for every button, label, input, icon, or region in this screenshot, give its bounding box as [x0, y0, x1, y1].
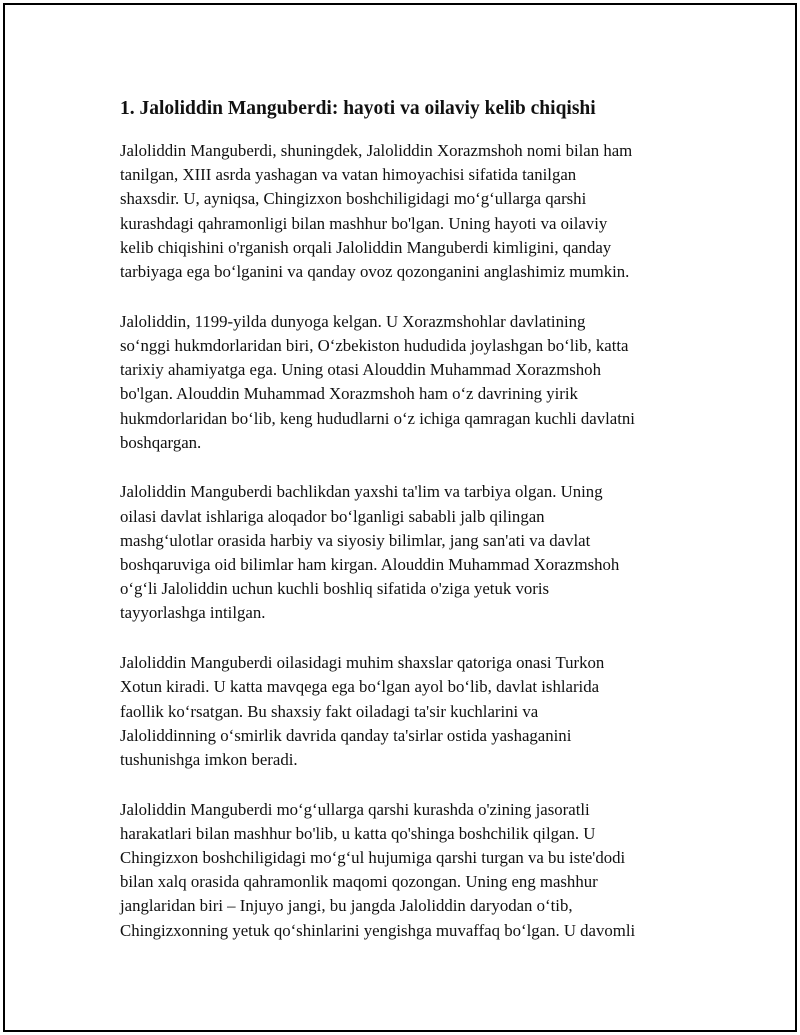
text-line: tushunishga imkon beradi.: [120, 749, 298, 769]
text-line: bilan xalq orasida qahramonlik maqomi qozongan. Uning eng mashhur: [120, 872, 598, 892]
text-line: harakatlari bilan mashhur bo'lib, u katta qo'shinga boshchilik qilgan. U: [120, 823, 596, 843]
text-line: Chingizxonning yetuk qo‘shinlarini yengishga muvaffaq bo‘lgan. U davomli: [120, 920, 636, 940]
text-line: Jaloliddin Manguberdi oilasidagi muhim shaxslar qatoriga onasi Turkon: [120, 653, 605, 673]
paragraph-4: [120, 651, 700, 772]
text-line: Jaloliddin Manguberdi, shuningdek, Jaloliddin Xorazmshoh nomi bilan ham: [120, 141, 633, 160]
text-line: o‘g‘li Jaloliddin uchun kuchli boshliq sifatida o'ziga yetuk voris: [120, 579, 550, 599]
text-line: Jaloliddin Manguberdi mo‘g‘ullarga qarshi kurashda o'zining jasoratli: [120, 799, 590, 819]
text-line: tayyorlashga intilgan.: [120, 603, 266, 623]
paragraph-3: [120, 480, 700, 625]
text-line: faollik ko‘rsatgan. Bu shaxsiy fakt oiladagi ta'sir kuchlarini va: [120, 701, 539, 721]
text-line: hukmdorlaridan bo‘lib, keng hududlarni o‘z ichiga qamragan kuchli davlatni: [120, 408, 635, 428]
text-line: bo'lgan. Alouddin Muhammad Xorazmshoh ham o‘z davrining yirik: [120, 384, 578, 404]
text-line: mashg‘ulotlar orasida harbiy va siyosiy bilimlar, jang san'ati va davlat: [120, 530, 591, 550]
text-line: tarixiy ahamiyatga ega. Uning otasi Alouddin Muhammad Xorazmshoh: [120, 360, 601, 380]
section-heading: 1. Jaloliddin Manguberdi: hayoti va oilaviy kelib chiqishi: [120, 98, 596, 119]
text-line: kelib chiqishini o'rganish orqali Jaloliddin Manguberdi kimligini, qanday: [120, 237, 612, 257]
text-line: Jaloliddinning o‘smirlik davrida qanday ta'sirlar ostida yashaganini: [120, 725, 572, 745]
text-line: tanilgan, XIII asrda yashagan va vatan himoyachisi sifatida tanilgan: [120, 165, 577, 185]
text-line: shaxsdir. U, ayniqsa, Chingizxon boshchiligidagi mo‘g‘ullarga qarshi: [120, 189, 587, 209]
text-line: Xotun kiradi. U katta mavqega ega bo‘lgan ayol bo‘lib, davlat ishlarida: [120, 677, 600, 697]
text-line: janglaridan biri – Injuyo jangi, bu jangda Jaloliddin daryodan o‘tib,: [120, 896, 573, 916]
paragraph-1: [120, 139, 700, 284]
text-line: tarbiyaga ega bo‘lganini va qanday ovoz qozonganini anglashimiz mumkin.: [120, 262, 630, 282]
text-line: Chingizxon boshchiligidagi mo‘g‘ul hujumiga qarshi turgan va bu iste'dodi: [120, 848, 626, 868]
document-body: [120, 96, 700, 968]
paragraph-2: [120, 310, 700, 455]
paragraph-5: [120, 798, 700, 943]
text-line: so‘nggi hukmdorlaridan biri, O‘zbekiston hududida joylashgan bo‘lib, katta: [120, 335, 629, 355]
text-line: kurashdagi qahramonligi bilan mashhur bo'lgan. Uning hayoti va oilaviy: [120, 213, 608, 233]
text-line: Jaloliddin, 1199-yilda dunyoga kelgan. U Xorazmshohlar davlatining: [120, 311, 586, 331]
text-line: oilasi davlat ishlariga aloqador bo‘lganligi sababli jalb qilingan: [120, 506, 545, 526]
text-line: Jaloliddin Manguberdi bachlikdan yaxshi ta'lim va tarbiya olgan. Uning: [120, 482, 603, 502]
text-line: boshqargan.: [120, 432, 202, 452]
text-line: boshqaruviga oid bilimlar ham kirgan. Alouddin Muhammad Xorazmshoh: [120, 555, 620, 575]
document-page: [3, 3, 797, 1032]
